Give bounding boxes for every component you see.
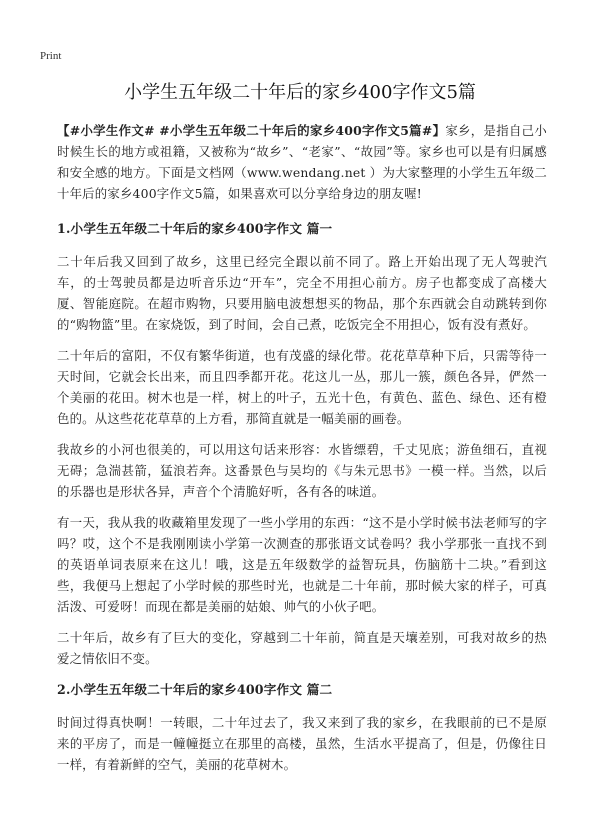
intro-tags: 【#小学生作文# #小学生五年级二十年后的家乡400字作文5篇#】 — [57, 123, 446, 138]
intro-paragraph — [57, 120, 547, 204]
section-heading: 2.小学生五年级二十年后的家乡400字作文 篇二 — [57, 682, 333, 697]
section-paragraph: 二十年后我又回到了故乡，这里已经完全跟以前不同了。路上开始出现了无人驾驶汽车，的士驾驶员都是边听音乐边“开车”，完全不用担心前方。房子也都变成了高楼大厦、智能庭院。在超市购物，只要用脑电波想想买的物品，那个东西就会自动跳转到你的“购物篮”里。在家烧饭，到了时间，会自己煮，吃饭完全不用担心，饭有没有煮好。 — [57, 254, 547, 332]
section-paragraph: 二十年后的富阳，不仅有繁华街道，也有茂盛的绿化带。花花草草种下后，只需等待一天时间，它就会长出来，而且四季都开花。花这儿一丛，那儿一簇，颜色各异，俨然一个美丽的花田。树木也是一样，树上的叶子，五光十色，有黄色、蓝色、绿色、还有橙色的。从这些花花草草的上方看，那简直就是一幅美丽的画卷。 — [57, 348, 547, 426]
section-paragraph: 我故乡的小河也很美的，可以用这句话来形容：水皆缥碧，千丈见底；游鱼细石，直视无碍；急湍甚箭，猛浪若奔。这番景色与吴均的《与朱元思书》一模一样。当然，以后的乐器也是形状各异，声音个个清脆好听，各有各的味道。 — [57, 442, 547, 499]
section-paragraph: 有一天，我从我的收藏箱里发现了一些小学用的东西：“这不是小学时候书法老师写的字吗？哎，这个不是我刚刚读小学第一次测查的那张语文试卷吗？我小学那张一直找不到的英语单词表原来在这儿！哦，这是五年级数学的益智玩具，伤脑筋十二块。”看到这些，我便马上想起了小学时候的那些时光，也就是二十年前，那时候大家的样子，可真活泼、可爱呀！而现在都是美丽的姑娘、帅气的小伙子吧。 — [57, 515, 547, 614]
section-paragraph: 时间过得真快啊！一转眼，二十年过去了，我又来到了我的家乡，在我眼前的已不是原来的平房了，而是一幢幢挺立在那里的高楼，虽然，生活水平提高了，但是，仍像往日一样，有着新鲜的空气，美丽的花草树木。 — [57, 715, 547, 772]
section-paragraph: 二十年后，故乡有了巨大的变化，穿越到二十年前，简直是天壤差别，可我对故乡的热爱之情依旧不变。 — [57, 630, 547, 666]
section-heading: 1.小学生五年级二十年后的家乡400字作文 篇一 — [57, 221, 333, 236]
intro-text: 家乡，是指自己小时候生长的地方或祖籍，又被称为“故乡”、“老家”、“故园”等。家乡也可以是有归属感和安全感的地方。下面是文档网（www.wendang.net ）为大家整理的小学生五年级二十年后的家乡400字作文5篇，如果喜欢可以分享给身边的朋友喔! — [57, 123, 547, 201]
print-link[interactable]: Print — [40, 50, 62, 62]
page-title: 小学生五年级二十年后的家乡400字作文5篇 — [124, 82, 476, 103]
article-body — [57, 120, 547, 785]
